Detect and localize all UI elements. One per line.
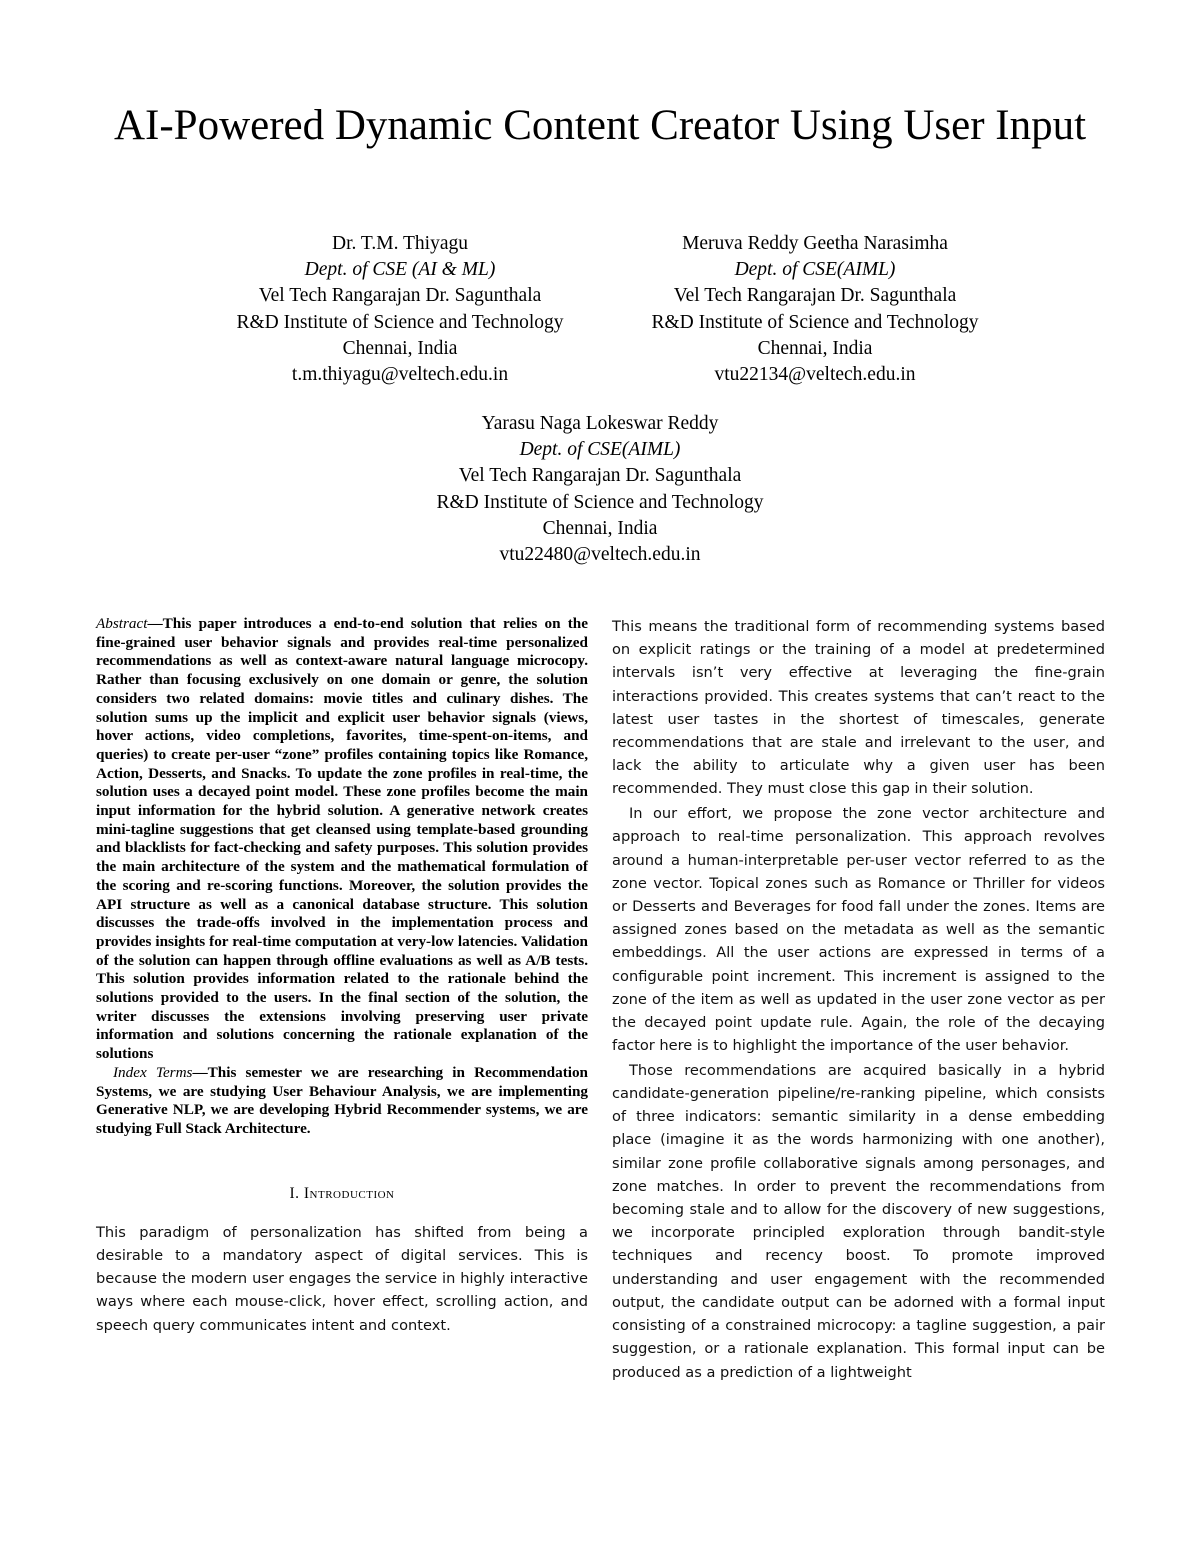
author-email: vtu22134@veltech.edu.in xyxy=(714,364,916,386)
author-location: Chennai, India xyxy=(757,337,873,359)
author-institution: Vel Tech Rangarajan Dr. Sagunthala xyxy=(258,285,542,307)
author-name: Meruva Reddy Geetha Narasimha xyxy=(682,233,948,254)
section-heading: I. Introduction xyxy=(289,1184,395,1202)
abstract-separator: — xyxy=(147,615,163,632)
author-block xyxy=(400,411,800,568)
author-email: vtu22480@veltech.edu.in xyxy=(499,544,701,566)
author-institution: Vel Tech Rangarajan Dr. Sagunthala xyxy=(673,285,957,307)
index-terms-label: Index Terms xyxy=(113,1063,193,1081)
author-dept: Dept. of CSE (AI & ML) xyxy=(304,259,496,281)
author-location: Chennai, India xyxy=(542,517,658,539)
index-terms xyxy=(96,1064,588,1139)
abstract-label: Abstract xyxy=(96,615,148,632)
left-column xyxy=(96,615,588,1337)
body-paragraph: This means the traditional form of recommending systems based on explicit ratings or the training of a model at predetermined intervals isn’t very effective at leveraging the fine-grain interactions provided. This creates systems that can’t react to the latest user tastes in the shortest of timescales, generate recommendations that are stale and irrelevant to the user, and lack the ability to articulate why a given user has been recommended. They must close this gap in their solution. xyxy=(612,618,1105,798)
author-name: Yarasu Naga Lokeswar Reddy xyxy=(481,413,719,434)
author-dept: Dept. of CSE(AIML) xyxy=(519,439,681,461)
author-email: t.m.thiyagu@veltech.edu.in xyxy=(291,364,509,386)
author-block xyxy=(200,231,600,388)
body-paragraph: In our effort, we propose the zone vector architecture and approach to real-time personalization. This approach revolves around a human-interpretable per-user vector referred to as the zone vector. Topical zones such as Romance or Thriller for videos or Desserts and Beverages for food fall under the zones. Items are assigned zones based on the metadata as well as the semantic embeddings. All the user actions are expressed in terms of a configurable point increment. This increment is assigned to the zone of the item as well as updated in the user zone vector as per the decayed point update rule. Again, the role of the decaying factor here is to highlight the importance of the user behavior. xyxy=(612,805,1105,1055)
abstract xyxy=(96,615,588,1064)
author-institution: R&D Institute of Science and Technology xyxy=(236,311,564,333)
body-paragraph: This paradigm of personalization has shifted from being a desirable to a mandatory aspect of digital services. This is because the modern user engages the service in highly interactive ways where each mouse-click, hover effect, scrolling action, and speech query communicates intent and context. xyxy=(96,1223,588,1334)
author-location: Chennai, India xyxy=(342,337,458,359)
author-institution: R&D Institute of Science and Technology xyxy=(436,491,764,513)
author-block xyxy=(630,231,1000,388)
abstract-text: This paper introduces a end-to-end solution that relies on the fine-grained user behavior signals and provides real-time personalized recommendations as well as context-aware natural language microcopy. Rather than focusing exclusively on one domain or genre, the solution considers two related domains: movie titles and culinary dishes. The solution sums up the implicit and explicit user behavior signals (views, hover actions, video completions, favorites, time-spent-on-items, and queries) to create per-user “zone” profiles containing topics like Romance, Action, Desserts, and Snacks. To update the zone profiles in real-time, the solution uses a decayed point model. These zone profiles become the main input information for the hybrid solution. A generative network creates mini-tagline suggestions that get cleansed using template-based grounding and blacklists for fact-checking and safety purposes. This solution provides the main architecture of the system and the mathematical formulation of the scoring and re-scoring functions. Moreover, the solution provides the API structure as well as a canonical database structure. This solution discusses the trade-offs involved in the implementation process and provides insights for real-time computation at very-low latencies. Validation of the solution can happen through offline evaluations as well as A/B tests. This solution provides information related to the rationale behind the solutions provided to the users. In the final section of the solution, the writer discusses the extensions involving preserving user private information and solutions concerning the rationale explanation of the solutions xyxy=(96,615,588,1063)
index-terms-separator: — xyxy=(192,1063,208,1081)
author-institution: Vel Tech Rangarajan Dr. Sagunthala xyxy=(458,465,742,487)
index-terms-text: This semester we are researching in Recommendation Systems, we are studying User Behaviour Analysis, we are implementing Generative NLP, we are developing Hybrid Recommender systems, we are studying Full Stack Architecture. xyxy=(96,1063,589,1137)
author-institution: R&D Institute of Science and Technology xyxy=(651,311,979,333)
author-name: Dr. T.M. Thiyagu xyxy=(332,233,468,254)
paper-title: AI-Powered Dynamic Content Creator Using User Input xyxy=(113,102,1087,149)
author-dept: Dept. of CSE(AIML) xyxy=(734,259,896,281)
body-paragraph: Those recommendations are acquired basically in a hybrid candidate-generation pipeline/re-ranking pipeline, which consists of three indicators: semantic similarity in a dense embedding place (imagine it as the words harmonizing with one another), similar zone profile collaborative signals among personages, and zone matches. In order to prevent the recommendations from becoming stale and to allow for the discovery of new suggestions, we incorporate principled exploration through bandit-style techniques and recency boost. To promote improved understanding and user engagement with the recommended output, the candidate output can be adorned with a formal input consisting of a constrained microcopy: a tagline suggestion, a pair suggestion, or a rationale explanation. This formal input can be produced as a prediction of a lightweight xyxy=(612,1061,1105,1381)
right-column xyxy=(612,615,1105,1385)
